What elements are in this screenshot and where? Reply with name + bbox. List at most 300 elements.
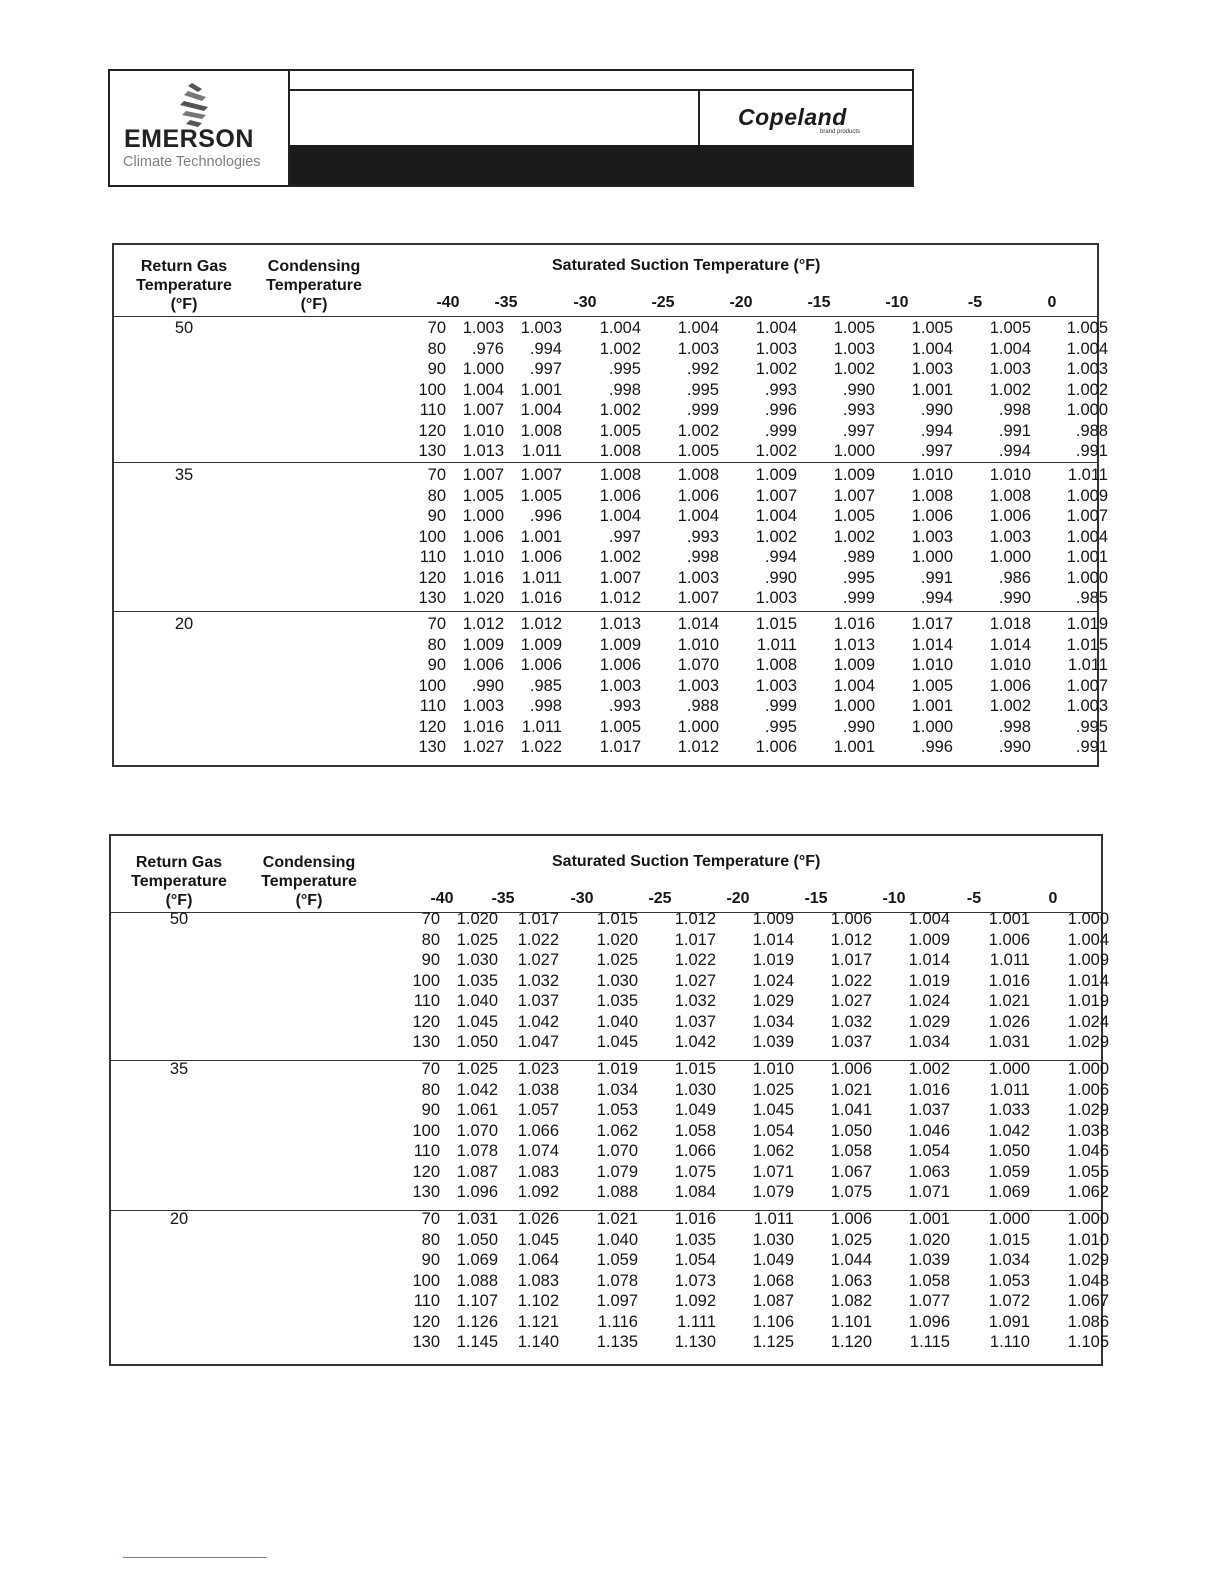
factor-cell: 1.003: [462, 319, 504, 337]
factor-cell: 1.040: [596, 1012, 638, 1031]
factor-cell: .991: [920, 568, 953, 587]
factor-cell: 1.011: [989, 1080, 1030, 1099]
factor-cell: 1.006: [520, 656, 562, 674]
table-row: [111, 1230, 1109, 1251]
factor-cell: 1.024: [908, 992, 950, 1010]
condensing-temp-cell: 70: [427, 466, 446, 484]
factor-cell: 1.010: [462, 548, 504, 566]
condensing-temp-cell: 90: [421, 1101, 440, 1119]
factor-cell: 1.023: [517, 1060, 559, 1078]
return-gas-value: 20: [174, 615, 194, 633]
factor-cell: 1.045: [517, 1230, 559, 1249]
factor-cell: 1.110: [989, 1333, 1030, 1351]
factor-cell: 1.002: [989, 380, 1031, 399]
factor-cell: 1.013: [833, 635, 875, 654]
factor-cell: 1.004: [677, 319, 719, 337]
factor-cell: 1.022: [520, 738, 562, 756]
factor-cell: 1.126: [456, 1312, 498, 1331]
factor-cell: 1.092: [674, 1292, 716, 1310]
condensing-temp-cell: 90: [421, 1251, 440, 1269]
factor-cell: 1.042: [988, 1121, 1030, 1140]
factor-cell: 1.011: [1067, 466, 1108, 484]
factor-cell: 1.083: [517, 1162, 559, 1181]
suction-col-5: -15: [804, 890, 828, 907]
factor-cell: 1.013: [462, 442, 504, 460]
factor-cell: 1.006: [462, 527, 504, 546]
factor-cell: 1.107: [456, 1292, 498, 1310]
table-row: [111, 930, 1109, 951]
factor-cell: 1.004: [1066, 339, 1108, 358]
factor-cell: 1.033: [988, 1101, 1030, 1119]
factor-cell: 1.001: [833, 738, 875, 756]
condensing-temp-cell: 70: [427, 615, 446, 633]
factor-cell: 1.005: [911, 319, 953, 337]
factor-cell: 1.040: [596, 1230, 638, 1249]
condensing-temp-cell: 120: [412, 1312, 440, 1331]
condensing-temp-cell: 100: [418, 527, 446, 546]
factor-cell: 1.006: [599, 486, 641, 505]
factor-cell: 1.012: [677, 738, 719, 756]
factor-cell: .994: [920, 589, 953, 607]
factor-cell: 1.003: [989, 360, 1031, 378]
factor-cell: .990: [471, 676, 504, 695]
factor-cell: 1.079: [596, 1162, 638, 1181]
factor-cell: .995: [686, 380, 719, 399]
factor-cell: 1.140: [517, 1333, 559, 1351]
factor-cell: 1.004: [677, 507, 719, 525]
factor-cell: 1.029: [1067, 1251, 1109, 1269]
factor-cell: 1.055: [1067, 1162, 1109, 1181]
factor-cell: 1.032: [517, 971, 559, 990]
factor-cell: 1.027: [830, 992, 872, 1010]
factor-cell: 1.035: [456, 971, 498, 990]
factor-cell: 1.004: [989, 339, 1031, 358]
condensing-temp-cell: 110: [413, 992, 440, 1010]
factor-cell: 1.000: [988, 1210, 1030, 1228]
factor-cell: 1.059: [596, 1251, 638, 1269]
factor-cell: 1.002: [1066, 380, 1108, 399]
factor-cell: .996: [764, 401, 797, 419]
factor-cell: 1.002: [599, 339, 641, 358]
condensing-temp-cell: 100: [412, 1271, 440, 1290]
table-row: [111, 1033, 1109, 1053]
factor-cell: 1.078: [596, 1271, 638, 1290]
factor-cell: 1.006: [677, 486, 719, 505]
factor-cell: 1.001: [908, 1210, 950, 1228]
factor-cell: 1.014: [677, 615, 719, 633]
factor-cell: 1.017: [674, 930, 716, 949]
factor-cell: 1.010: [677, 635, 719, 654]
factor-cell: 1.011: [753, 1210, 794, 1228]
factor-cell: 1.116: [597, 1312, 638, 1331]
suction-col-8: 0: [1047, 294, 1057, 311]
factor-cell: 1.058: [674, 1121, 716, 1140]
return-gas-value: 50: [174, 319, 194, 337]
copeland-wordmark: Copeland: [738, 104, 847, 130]
factor-cell: 1.073: [674, 1271, 716, 1290]
factor-cell: .998: [608, 380, 641, 399]
factor-cell: .985: [529, 676, 562, 695]
factor-cell: 1.022: [674, 951, 716, 969]
factor-cell: 1.003: [677, 568, 719, 587]
factor-cell: 1.067: [830, 1162, 872, 1181]
condensing-temp-cell: 90: [427, 507, 446, 525]
factor-cell: 1.045: [456, 1012, 498, 1031]
factor-cell: 1.002: [599, 401, 641, 419]
table-row: [114, 319, 1108, 339]
factor-cell: .998: [998, 401, 1031, 419]
factor-cell: 1.006: [989, 507, 1031, 525]
factor-cell: 1.014: [752, 930, 794, 949]
factor-cell: 1.039: [908, 1251, 950, 1269]
factor-cell: 1.069: [988, 1183, 1030, 1201]
factor-cell: 1.032: [830, 1012, 872, 1031]
factor-cell: .994: [764, 548, 797, 566]
table-row: [111, 1142, 1109, 1162]
factor-cell: 1.021: [596, 1210, 638, 1228]
factor-cell: .997: [608, 527, 641, 546]
factor-cell: 1.010: [752, 1060, 794, 1078]
factor-cell: 1.096: [456, 1183, 498, 1201]
table-row: [111, 1271, 1109, 1292]
factor-cell: 1.016: [462, 568, 504, 587]
factor-cell: 1.004: [599, 319, 641, 337]
factor-cell: 1.016: [908, 1080, 950, 1099]
factor-cell: 1.000: [833, 697, 875, 715]
factor-cell: 1.027: [462, 738, 504, 756]
factor-cell: 1.007: [677, 589, 719, 607]
factor-cell: 1.087: [752, 1292, 794, 1310]
factor-cell: .988: [686, 697, 719, 715]
factor-cell: .992: [686, 360, 719, 378]
factor-cell: 1.002: [833, 527, 875, 546]
factor-cell: 1.009: [462, 635, 504, 654]
factor-cell: 1.070: [456, 1121, 498, 1140]
factor-cell: 1.034: [908, 1033, 950, 1051]
condensing-temp-cell: 120: [412, 1012, 440, 1031]
table-row: [114, 676, 1108, 697]
correction-table-2: [109, 834, 1109, 1366]
factor-cell: 1.002: [833, 360, 875, 378]
group-divider: [114, 611, 1097, 612]
factor-cell: 1.066: [674, 1142, 716, 1160]
factor-cell: 1.000: [1067, 910, 1109, 928]
factor-cell: 1.014: [908, 951, 950, 969]
factor-cell: 1.000: [677, 717, 719, 736]
factor-cell: 1.002: [755, 527, 797, 546]
factor-cell: 1.058: [830, 1142, 872, 1160]
factor-cell: 1.102: [517, 1292, 559, 1310]
factor-cell: 1.027: [517, 951, 559, 969]
factor-cell: 1.092: [517, 1183, 559, 1201]
factor-cell: 1.009: [520, 635, 562, 654]
factor-cell: 1.006: [1067, 1080, 1109, 1099]
factor-cell: .999: [842, 589, 875, 607]
factor-cell: .990: [998, 589, 1031, 607]
factor-cell: 1.016: [833, 615, 875, 633]
table-row: [111, 1251, 1109, 1271]
factor-cell: 1.050: [456, 1230, 498, 1249]
factor-cell: 1.062: [1067, 1183, 1109, 1201]
table-row: [114, 738, 1108, 758]
factor-cell: 1.064: [517, 1251, 559, 1269]
factor-cell: 1.101: [830, 1312, 872, 1331]
table-row: [114, 589, 1108, 609]
factor-cell: 1.050: [456, 1033, 498, 1051]
footer-link-underline: [123, 1557, 267, 1558]
factor-cell: 1.001: [1066, 548, 1108, 566]
table-row: [111, 1210, 1109, 1230]
table-row: [111, 1292, 1109, 1312]
factor-cell: 1.074: [517, 1142, 559, 1160]
factor-cell: 1.062: [596, 1121, 638, 1140]
factor-cell: 1.009: [752, 910, 794, 928]
return-gas-header: Return Gas Temperature (°F): [131, 854, 227, 909]
table-row: [111, 1012, 1109, 1033]
factor-cell: 1.012: [674, 910, 716, 928]
factor-cell: 1.001: [911, 697, 953, 715]
factor-cell: 1.000: [988, 1060, 1030, 1078]
table-row: [114, 442, 1108, 462]
table-row: [114, 615, 1108, 635]
factor-cell: 1.030: [752, 1230, 794, 1249]
factor-cell: .993: [686, 527, 719, 546]
factor-cell: 1.005: [599, 421, 641, 440]
factor-cell: 1.017: [517, 910, 559, 928]
factor-cell: 1.041: [830, 1101, 872, 1119]
factor-cell: 1.020: [908, 1230, 950, 1249]
factor-cell: 1.006: [989, 676, 1031, 695]
condensing-temp-cell: 100: [412, 971, 440, 990]
factor-cell: 1.054: [674, 1251, 716, 1269]
factor-cell: 1.009: [599, 635, 641, 654]
condensing-temp-cell: 120: [412, 1162, 440, 1181]
header-dark-bar: [290, 145, 912, 185]
factor-cell: 1.006: [599, 656, 641, 674]
factor-cell: .997: [920, 442, 953, 460]
factor-cell: 1.003: [755, 589, 797, 607]
factor-cell: 1.002: [755, 360, 797, 378]
factor-cell: 1.006: [755, 738, 797, 756]
factor-cell: 1.030: [674, 1080, 716, 1099]
header-title-cell: [290, 71, 912, 91]
copeland-subtitle: brand products: [820, 129, 861, 135]
factor-cell: 1.083: [517, 1271, 559, 1290]
factor-cell: 1.037: [674, 1012, 716, 1031]
emerson-subtitle: Climate Technologies: [123, 154, 261, 170]
factor-cell: 1.079: [752, 1183, 794, 1201]
suction-col-3: -25: [648, 890, 672, 907]
return-gas-value: 50: [169, 910, 189, 928]
factor-cell: 1.063: [830, 1271, 872, 1290]
factor-cell: 1.005: [677, 442, 719, 460]
factor-cell: 1.022: [517, 930, 559, 949]
copeland-logo: [700, 91, 912, 145]
factor-cell: 1.009: [908, 930, 950, 949]
table-row: [111, 910, 1109, 930]
factor-cell: 1.042: [674, 1033, 716, 1051]
table-row: [114, 421, 1108, 442]
factor-cell: 1.012: [520, 615, 562, 633]
suction-col-1: -35: [491, 890, 515, 907]
table-row: [114, 527, 1108, 548]
factor-cell: 1.125: [752, 1333, 794, 1351]
factor-cell: .997: [529, 360, 562, 378]
factor-cell: .996: [920, 738, 953, 756]
factor-cell: .999: [686, 401, 719, 419]
factor-cell: 1.003: [677, 339, 719, 358]
factor-cell: 1.145: [456, 1333, 498, 1351]
factor-cell: 1.009: [833, 656, 875, 674]
table-row: [111, 1312, 1109, 1333]
factor-cell: 1.057: [517, 1101, 559, 1119]
emerson-mark-icon: [178, 83, 214, 131]
factor-cell: 1.070: [596, 1142, 638, 1160]
factor-cell: 1.025: [456, 930, 498, 949]
condensing-temp-cell: 70: [427, 319, 446, 337]
factor-cell: 1.007: [1066, 507, 1108, 525]
factor-cell: 1.040: [456, 992, 498, 1010]
factor-cell: 1.015: [988, 1230, 1030, 1249]
factor-cell: .993: [608, 697, 641, 715]
table-row: [111, 1121, 1109, 1142]
factor-cell: .988: [1075, 421, 1108, 440]
table-row: [111, 1060, 1109, 1080]
factor-cell: 1.021: [830, 1080, 872, 1099]
table-row: [114, 635, 1108, 656]
condensing-temp-cell: 80: [427, 635, 446, 654]
factor-cell: 1.046: [908, 1121, 950, 1140]
factor-cell: 1.009: [1066, 486, 1108, 505]
factor-cell: 1.000: [1066, 568, 1108, 587]
factor-cell: 1.012: [830, 930, 872, 949]
table-row: [114, 717, 1108, 738]
factor-cell: 1.016: [462, 717, 504, 736]
factor-cell: .991: [1075, 738, 1108, 756]
condensing-temp-cell: 120: [418, 568, 446, 587]
factor-cell: 1.003: [677, 676, 719, 695]
factor-cell: 1.047: [517, 1033, 559, 1051]
condensing-temp-cell: 120: [418, 421, 446, 440]
factor-cell: 1.075: [830, 1183, 872, 1201]
factor-cell: 1.030: [596, 971, 638, 990]
factor-cell: 1.000: [462, 360, 504, 378]
factor-cell: .998: [686, 548, 719, 566]
factor-cell: 1.000: [989, 548, 1031, 566]
table-row: [111, 1080, 1109, 1101]
factor-cell: 1.088: [596, 1183, 638, 1201]
factor-cell: 1.050: [830, 1121, 872, 1140]
factor-cell: 1.091: [988, 1312, 1030, 1331]
factor-cell: 1.007: [599, 568, 641, 587]
factor-cell: 1.048: [1067, 1271, 1109, 1290]
factor-cell: 1.002: [677, 421, 719, 440]
factor-cell: 1.022: [830, 971, 872, 990]
factor-cell: 1.097: [596, 1292, 638, 1310]
factor-cell: 1.004: [520, 401, 562, 419]
factor-cell: .993: [842, 401, 875, 419]
factor-cell: 1.003: [520, 319, 562, 337]
factor-cell: 1.009: [833, 466, 875, 484]
table-row: [111, 1333, 1109, 1353]
emerson-logo: [110, 71, 290, 185]
factor-cell: 1.002: [755, 442, 797, 460]
factor-cell: 1.004: [755, 319, 797, 337]
suction-col-2: -30: [573, 294, 597, 311]
factor-cell: 1.010: [462, 421, 504, 440]
factor-cell: 1.027: [674, 971, 716, 990]
factor-cell: 1.042: [517, 1012, 559, 1031]
condensing-temp-cell: 90: [427, 656, 446, 674]
factor-cell: 1.082: [830, 1292, 872, 1310]
factor-cell: 1.031: [456, 1210, 498, 1228]
header-rule: [114, 316, 1097, 317]
factor-cell: 1.014: [911, 635, 953, 654]
factor-cell: 1.004: [1066, 527, 1108, 546]
factor-cell: 1.020: [596, 930, 638, 949]
factor-cell: 1.017: [599, 738, 641, 756]
factor-cell: .995: [1075, 717, 1108, 736]
factor-cell: .990: [764, 568, 797, 587]
factor-cell: 1.088: [456, 1271, 498, 1290]
factor-cell: 1.007: [462, 401, 504, 419]
factor-cell: .990: [998, 738, 1031, 756]
factor-cell: 1.029: [1067, 1033, 1109, 1051]
factor-cell: 1.030: [456, 951, 498, 969]
factor-cell: .995: [842, 568, 875, 587]
factor-cell: 1.045: [596, 1033, 638, 1051]
factor-cell: 1.001: [520, 527, 562, 546]
document-header: [108, 69, 914, 187]
factor-cell: 1.096: [908, 1312, 950, 1331]
factor-cell: 1.024: [752, 971, 794, 990]
saturated-suction-header: Saturated Suction Temperature (°F): [552, 853, 821, 870]
factor-cell: 1.010: [911, 466, 953, 484]
table-row: [114, 380, 1108, 401]
factor-cell: 1.026: [988, 1012, 1030, 1031]
condensing-temp-cell: 80: [421, 1080, 440, 1099]
factor-cell: 1.004: [911, 339, 953, 358]
factor-cell: 1.042: [456, 1080, 498, 1099]
factor-cell: 1.005: [462, 486, 504, 505]
factor-cell: 1.017: [911, 615, 953, 633]
factor-cell: 1.072: [988, 1292, 1030, 1310]
factor-cell: 1.084: [674, 1183, 716, 1201]
condensing-temp-cell: 90: [427, 360, 446, 378]
factor-cell: 1.000: [462, 507, 504, 525]
condensing-temp-cell: 110: [419, 697, 446, 715]
factor-cell: 1.011: [521, 568, 562, 587]
factor-cell: 1.086: [1067, 1312, 1109, 1331]
factor-cell: 1.015: [1066, 635, 1108, 654]
factor-cell: 1.005: [1066, 319, 1108, 337]
factor-cell: 1.003: [911, 360, 953, 378]
suction-col-6: -10: [882, 890, 906, 907]
factor-cell: 1.005: [833, 319, 875, 337]
factor-cell: 1.059: [988, 1162, 1030, 1181]
return-gas-value: 20: [169, 1210, 189, 1228]
condensing-temp-cell: 80: [421, 930, 440, 949]
factor-cell: 1.006: [830, 910, 872, 928]
factor-cell: 1.007: [833, 486, 875, 505]
condensing-temp-cell: 80: [427, 486, 446, 505]
factor-cell: 1.045: [752, 1101, 794, 1119]
factor-cell: 1.016: [520, 589, 562, 607]
factor-cell: 1.010: [989, 466, 1031, 484]
factor-cell: 1.005: [520, 486, 562, 505]
condensing-temp-cell: 80: [421, 1230, 440, 1249]
factor-cell: 1.004: [833, 676, 875, 695]
